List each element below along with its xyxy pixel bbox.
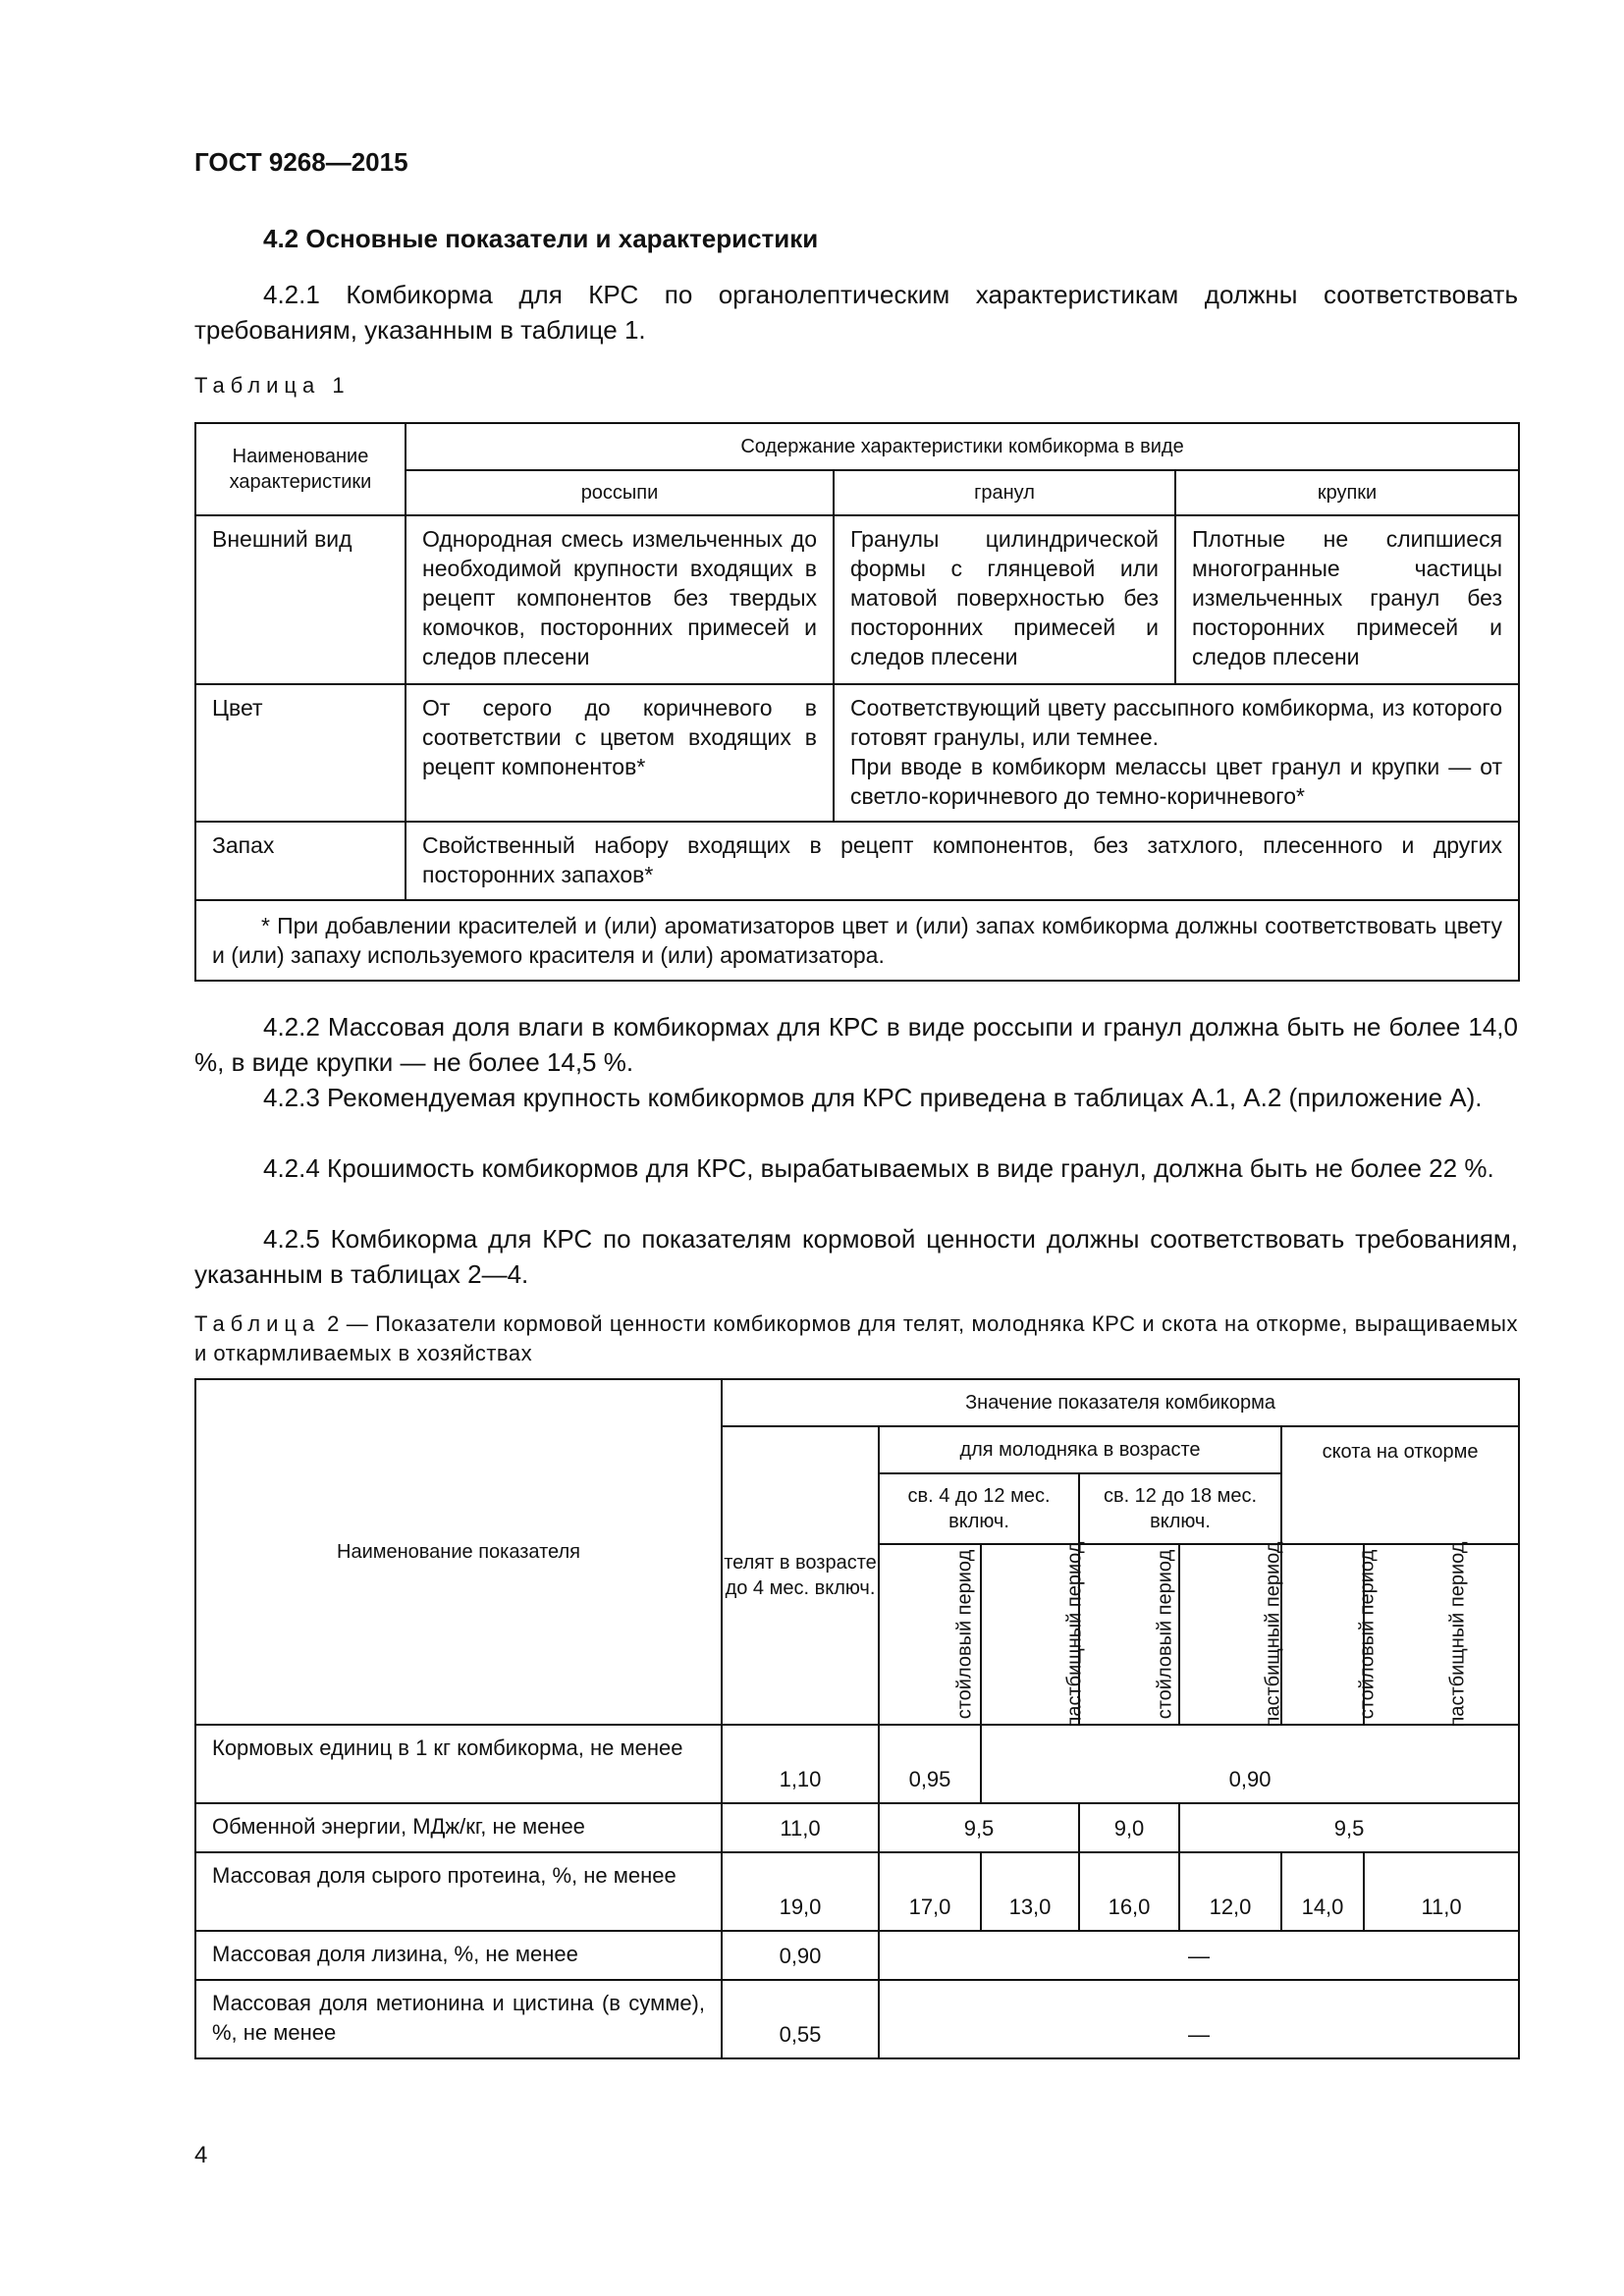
t2-header-calves: телят в возрасте до 4 мес. включ. — [722, 1426, 879, 1725]
stall-label: стойловый период — [1356, 1549, 1379, 1720]
t2-cell: 17,0 — [879, 1852, 981, 1931]
table2-caption — [194, 1309, 1518, 1368]
t2-cell: 11,0 — [722, 1803, 879, 1852]
t1-footnote: * При добавлении красителей и (или) ароматизаторов цвет и (или) запах комбикорма должны соответствовать цвету и (или) запаху используемого красителя и (или) ароматизатора. — [195, 900, 1519, 981]
t2-cell: — — [879, 1931, 1519, 1980]
t2-cell: 16,0 — [1079, 1852, 1179, 1931]
t2-header-pasture — [1364, 1541, 1519, 1728]
paragraph-4-2-2: 4.2.2 Массовая доля влаги в комбикормах для КРС в виде россыпи и гранул должна быть не более 14,0 %, в виде крупки — не более 14,5 %. — [194, 1012, 1518, 1077]
t2-header-fatten: скота на откорме — [1281, 1426, 1519, 1544]
t2-header-young-b: св. 12 до 18 мес. включ. — [1079, 1473, 1281, 1544]
t1-cell: Гранулы цилиндрической формы с глянцевой или матовой поверхностью без посторонних примесей и следов плесени — [834, 515, 1175, 684]
t2-header-young: для молодняка в возрасте — [879, 1426, 1281, 1473]
t2-header-stall — [879, 1544, 981, 1725]
t2-cell: 9,5 — [1179, 1803, 1519, 1852]
pasture-label: пастбищный период — [1446, 1541, 1469, 1728]
t2-cell: 0,55 — [722, 1980, 879, 2058]
t2-header-pasture — [1179, 1541, 1284, 1728]
t1-row-name: Внешний вид — [195, 515, 406, 684]
t2-header-young-a: св. 4 до 12 мес. включ. — [879, 1473, 1079, 1544]
t2-row-name: Массовая доля лизина, %, не менее — [195, 1931, 722, 1980]
paragraph-4-2-1: 4.2.1 Комбикорма для КРС по органолептическим характеристикам должны соответствовать требованиям, указанным в таблице 1. — [194, 280, 1518, 345]
paragraph-4-2-3: 4.2.3 Рекомендуемая крупность комбикормов для КРС приведена в таблицах А.1, А.2 (приложение А). — [263, 1083, 1483, 1112]
pasture-label: пастбищный период — [1262, 1541, 1284, 1728]
t2-row-name: Обменной энергии, МДж/кг, не менее — [195, 1803, 722, 1852]
t2-cell: 13,0 — [981, 1852, 1079, 1931]
t2-header-name: Наименование показателя — [195, 1379, 722, 1725]
t2-cell: 19,0 — [722, 1852, 879, 1931]
pasture-label: пастбищный период — [1063, 1541, 1086, 1728]
t1-row-name: Цвет — [195, 684, 406, 822]
t2-cell: 0,90 — [981, 1725, 1519, 1803]
t2-cell: 12,0 — [1179, 1852, 1281, 1931]
t2-cell: 0,95 — [879, 1725, 981, 1803]
t2-cell: — — [879, 1980, 1519, 2058]
stall-label: стойловый период — [1154, 1549, 1176, 1720]
section-title: 4.2 Основные показатели и характеристики — [263, 224, 819, 253]
t2-cell: 9,0 — [1079, 1803, 1179, 1852]
t2-cell: 11,0 — [1364, 1852, 1519, 1931]
t1-cell — [834, 684, 1519, 822]
t1-cell: Плотные не слипшиеся многогранные частицы измельченных гранул без посторонних примесей и следов плесени — [1175, 515, 1519, 684]
t2-cell: 0,90 — [722, 1931, 879, 1980]
table2-caption-text: 2 — Показатели кормовой ценности комбикормов для телят, молодняка КРС и скота на откорме, выращиваемых и откармливаемых в хозяйствах — [194, 1311, 1518, 1365]
t1-color-text-1: Соответствующий цвету рассыпного комбикорма, из которого готовят гранулы, или темнее. — [850, 695, 1503, 750]
stall-label: стойловый период — [953, 1549, 976, 1720]
t1-cell: Однородная смесь измельченных до необходимой крупности входящих в рецепт компонентов без твердых комочков, посторонних примесей и следов плесени — [406, 515, 834, 684]
t2-header-pasture — [981, 1541, 1086, 1728]
t2-header-stall — [1079, 1544, 1179, 1725]
t2-row-name: Кормовых единиц в 1 кг комбикорма, не менее — [195, 1725, 722, 1803]
t1-header-group: Содержание характеристики комбикорма в виде — [406, 423, 1519, 470]
paragraph-4-2-4: 4.2.4 Крошимость комбикормов для КРС, вырабатываемых в виде гранул, должна быть не более 22 %. — [263, 1153, 1494, 1183]
standard-header: ГОСТ 9268—2015 — [194, 147, 408, 177]
t1-header-loose: россыпи — [406, 470, 834, 515]
t1-header-granules: гранул — [834, 470, 1175, 515]
t1-row-name: Запах — [195, 822, 406, 900]
table1-caption: Таблица 1 — [194, 373, 351, 398]
t1-cell: От серого до коричневого в соответствии с цветом входящих в рецепт компонентов* — [406, 684, 834, 822]
paragraph-4-2-5: 4.2.5 Комбикорма для КРС по показателям кормовой ценности должны соответствовать требованиям, указанным в таблицах 2—4. — [194, 1224, 1518, 1289]
t2-header-value: Значение показателя комбикорма — [722, 1379, 1519, 1426]
table-2 — [194, 1378, 1520, 2059]
table-1 — [194, 422, 1520, 982]
t1-cell: Свойственный набору входящих в рецепт компонентов, без затхлого, плесенного и других посторонних запахов* — [406, 822, 1519, 900]
t2-row-name: Массовая доля сырого протеина, %, не менее — [195, 1852, 722, 1931]
t2-header-stall — [1281, 1544, 1379, 1725]
t1-header-crumbs: крупки — [1175, 470, 1519, 515]
t1-color-text-2: При вводе в комбикорм мелассы цвет гранул и крупки — от светло-коричневого до темно-коричневого* — [850, 754, 1503, 809]
t2-cell: 14,0 — [1281, 1852, 1364, 1931]
t1-header-name: Наименование характеристики — [195, 423, 406, 515]
page-number: 4 — [194, 2142, 208, 2168]
t2-cell: 1,10 — [722, 1725, 879, 1803]
table2-caption-label: Таблица — [194, 1311, 321, 1336]
t2-row-name: Массовая доля метионина и цистина (в сумме), %, не менее — [195, 1980, 722, 2058]
t2-cell: 9,5 — [879, 1803, 1079, 1852]
